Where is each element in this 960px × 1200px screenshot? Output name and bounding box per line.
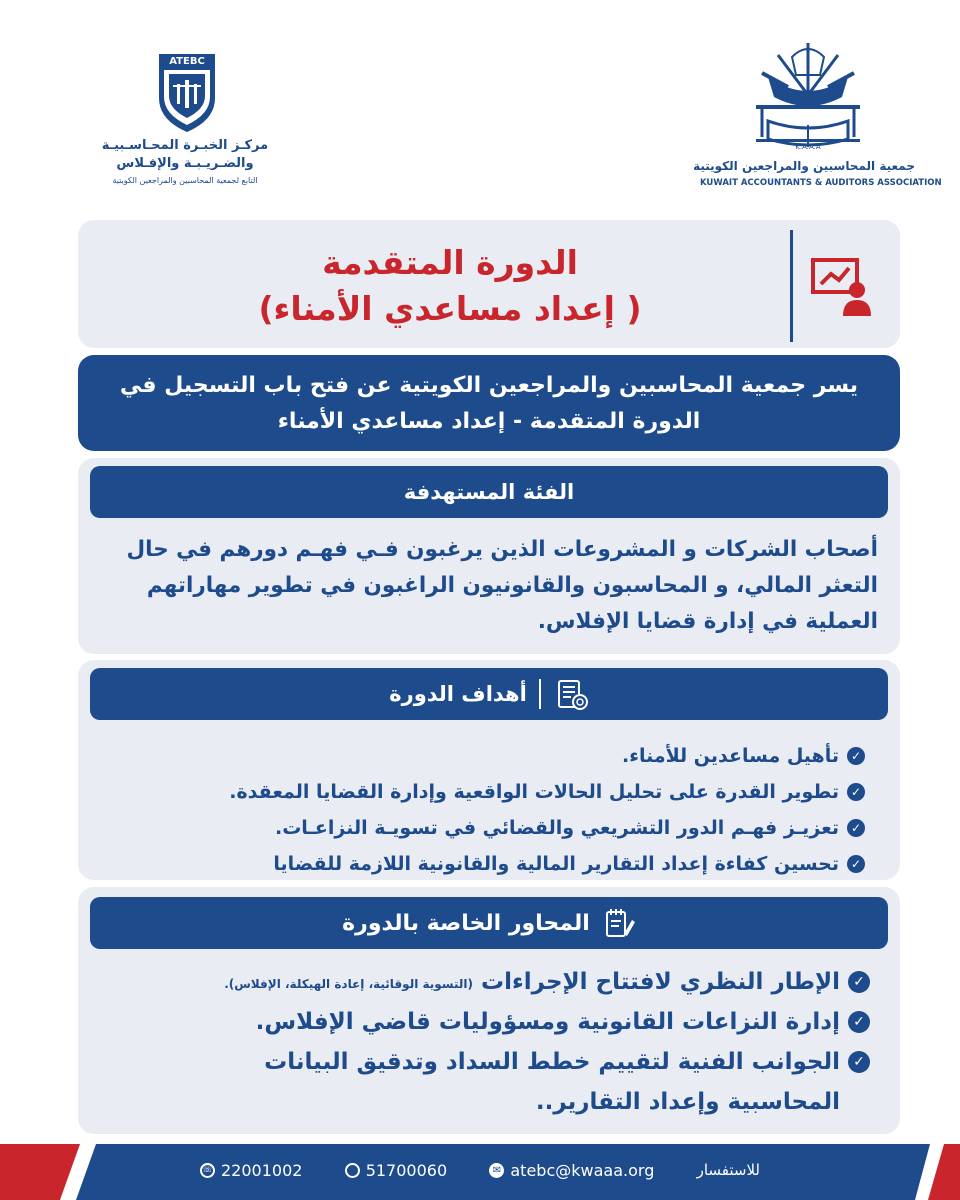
whatsapp-icon — [345, 1163, 360, 1178]
objectives-heading: أهداف الدورة — [389, 682, 527, 706]
check-icon: ✓ — [848, 971, 870, 993]
announcement-line1: يسر جمعية المحاسبين والمراجعين الكويتية عن فتح باب التسجيل في — [119, 373, 859, 398]
atebc-badge-text: ATEBC — [169, 56, 205, 67]
check-icon: ✓ — [847, 783, 865, 801]
list-item: ✓ تطوير القدرة على تحليل الحالات الواقعية وإدارة القضايا المعقدة. — [120, 774, 865, 810]
kaaa-logo — [693, 35, 942, 195]
list-item: ✓ تأهيل مساعدين للأمناء. — [120, 738, 865, 774]
phone-icon: ☏ — [200, 1163, 215, 1178]
phone-contact[interactable] — [200, 1161, 302, 1180]
check-icon: ✓ — [848, 1011, 870, 1033]
list-item: ✓ الجوانب الفنية لتقييم خطط السداد وتدقيق البيانات — [100, 1042, 870, 1082]
title-line1: الدورة المتقدمة — [322, 243, 578, 282]
whatsapp-contact[interactable] — [345, 1161, 447, 1180]
atebc-logo — [100, 50, 275, 190]
footer-label: للاستفسار — [696, 1161, 760, 1179]
title-line2: ( إعداد مساعدي الأمناء) — [258, 289, 642, 328]
check-icon: ✓ — [847, 855, 865, 873]
announcement-line2: الدورة المتقدمة - إعداد مساعدي الأمناء — [277, 409, 701, 434]
objectives-list — [120, 738, 865, 882]
title-icon-box — [790, 230, 901, 342]
phone-number[interactable]: 22001002 — [221, 1160, 303, 1180]
target-text — [80, 532, 878, 640]
clipboard-target-icon — [553, 676, 589, 712]
objectives-heading-bar — [90, 668, 888, 720]
email-text[interactable]: atebc@kwaaa.org — [510, 1160, 655, 1180]
target-line3: العملية في إدارة قضايا الإفلاس. — [537, 609, 878, 634]
check-icon: ✓ — [848, 1051, 870, 1073]
atebc-name-line2: والضـريـبـة والإفـلاس — [116, 156, 254, 171]
list-item: ✓ الإطار النظري لافتتاح الإجراءات (التسوية الوقائية، إعادة الهيكلة، الإفلاس). — [100, 962, 870, 1002]
axes-heading: المحاور الخاصة بالدورة — [342, 910, 590, 936]
check-icon: ✓ — [847, 819, 865, 837]
objectives-divider — [539, 679, 541, 709]
list-item: ✓ تحسين كفاءة إعداد التقارير المالية والقانونية اللازمة للقضايا — [120, 846, 865, 882]
page-title — [150, 240, 750, 332]
kaaa-name-en: KUWAIT ACCOUNTANTS & AUDITORS ASSOCIATION — [700, 178, 942, 188]
list-item: ✓ إدارة النزاعات القانونية ومسؤوليات قاضي الإفلاس. — [100, 1002, 870, 1042]
kaaa-emblem-icon — [748, 35, 868, 160]
target-heading-bar — [90, 466, 888, 518]
list-item-continuation: المحاسبية وإعداد التقارير.. — [535, 1089, 840, 1115]
announcement-banner — [78, 355, 900, 451]
target-heading: الفئة المستهدفة — [403, 480, 575, 504]
target-line1: أصحاب الشركات و المشروعات الذين يرغبون فـي فهـم دورهم في حال — [126, 537, 878, 562]
axes-list — [100, 962, 870, 1122]
target-line2: التعثر المالي، و المحاسبون والقانونيون الراغبون في تطوير مهاراتهم — [146, 573, 878, 598]
axes-heading-bar — [90, 897, 888, 949]
presenter-icon — [811, 258, 875, 318]
kaaa-emblem-text: K.A.A.A — [795, 143, 821, 151]
email-contact[interactable] — [489, 1161, 654, 1180]
kaaa-name-ar: جمعية المحاسبين والمراجعين الكويتية — [693, 159, 915, 173]
atebc-name-line1: مركـز الخبـرة المحـاسـبيـة — [101, 138, 269, 153]
footer-contacts — [200, 1156, 760, 1184]
list-item: ✓ تعزيـز فهـم الدور التشريعي والقضائي في تسويـة النزاعـات. — [120, 810, 865, 846]
envelope-icon: ✉ — [489, 1163, 504, 1178]
whatsapp-number[interactable]: 51700060 — [365, 1160, 448, 1180]
atebc-name-line3: التابع لجمعية المحاسبين والمراجعين الكويتية — [112, 176, 258, 185]
notepad-pen-icon — [602, 906, 636, 940]
check-icon: ✓ — [847, 747, 865, 765]
